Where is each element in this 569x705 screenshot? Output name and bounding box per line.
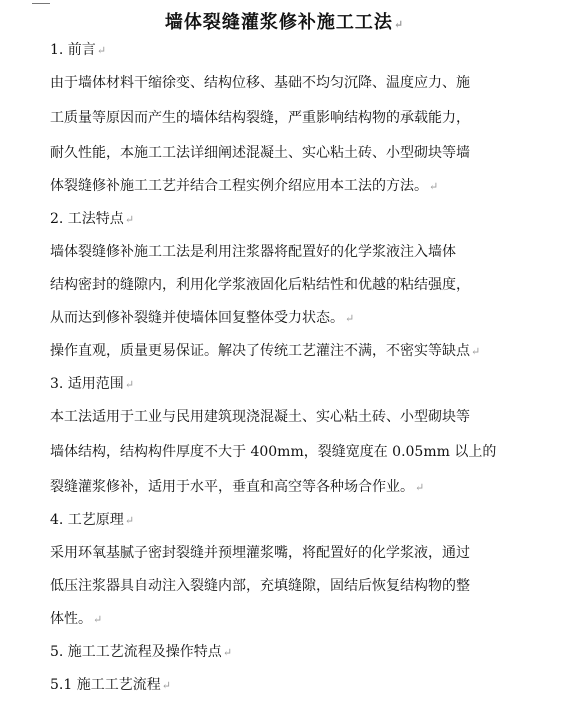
paragraph-line: 从而达到修补裂缝并使墙体回复整体受力状态。↵ (50, 310, 355, 326)
section-heading-3: 3. 适用范围↵ (50, 376, 135, 392)
section-heading-4: 4. 工艺原理↵ (50, 512, 135, 528)
paragraph-line: 耐久性能，本施工工法详细阐述混凝土、实心粘土砖、小型砌块等墙 (50, 145, 470, 161)
corner-crop-mark (32, 0, 50, 4)
paragraph-line: 墙体裂缝修补施工工法是利用注浆器将配置好的化学浆液注入墙体 (50, 244, 456, 260)
paragraph-mark-icon: ↵ (429, 180, 439, 193)
paragraph-line: 结构密封的缝隙内，利用化学浆液固化后粘结性和优越的粘结强度， (50, 277, 470, 293)
paragraph-mark-icon: ↵ (471, 345, 481, 358)
paragraph-line: 低压注浆器具自动注入裂缝内部，充填缝隙，固结后恢复结构物的整 (50, 578, 470, 594)
paragraph-line: 采用环氧基腻子密封裂缝并预埋灌浆嘴，将配置好的化学浆液，通过 (50, 545, 470, 561)
section-heading-5-1: 5.1 施工工艺流程↵ (50, 677, 171, 693)
paragraph-line: 墙体结构，结构构件厚度不大于 400mm，裂缝宽度在 0.05mm 以上的 (50, 444, 497, 460)
paragraph-line: 工质量等原因而产生的墙体结构裂缝，严重影响结构物的承载能力， (50, 110, 470, 126)
paragraph-line: 本工法适用于工业与民用建筑现浇混凝土、实心粘土砖、小型砌块等 (50, 409, 470, 425)
section-heading-5: 5. 施工工艺流程及操作特点↵ (50, 644, 233, 660)
paragraph-mark-icon: ↵ (222, 646, 233, 659)
paragraph-mark-icon: ↵ (345, 312, 355, 325)
paragraph-line: 由于墙体材料干缩徐变、结构位移、基础不均匀沉降、温度应力、施 (50, 75, 470, 91)
section-heading-2: 2. 工法特点↵ (50, 211, 135, 227)
paragraph-mark-icon: ↵ (93, 613, 103, 626)
paragraph-line: 裂缝灌浆修补，适用于水平，垂直和高空等各种场合作业。↵ (50, 479, 425, 495)
paragraph-mark-icon: ↵ (415, 481, 425, 494)
paragraph-line: 操作直观，质量更易保证。解决了传统工艺灌注不满，不密实等缺点↵ (50, 343, 481, 359)
paragraph-mark-icon: ↵ (393, 18, 405, 31)
paragraph-mark-icon: ↵ (96, 44, 107, 57)
paragraph-mark-icon: ↵ (124, 213, 135, 226)
page-title (0, 8, 569, 34)
paragraph-mark-icon: ↵ (124, 514, 135, 527)
title-text: 墙体裂缝灌浆修补施工工法 (164, 12, 393, 33)
paragraph-line: 体性。↵ (50, 611, 103, 627)
paragraph-mark-icon: ↵ (124, 378, 135, 391)
paragraph-line: 体裂缝修补施工工艺并结合工程实例介绍应用本工法的方法。↵ (50, 178, 439, 194)
paragraph-mark-icon: ↵ (161, 679, 171, 692)
section-heading-1: 1. 前言↵ (50, 42, 107, 58)
